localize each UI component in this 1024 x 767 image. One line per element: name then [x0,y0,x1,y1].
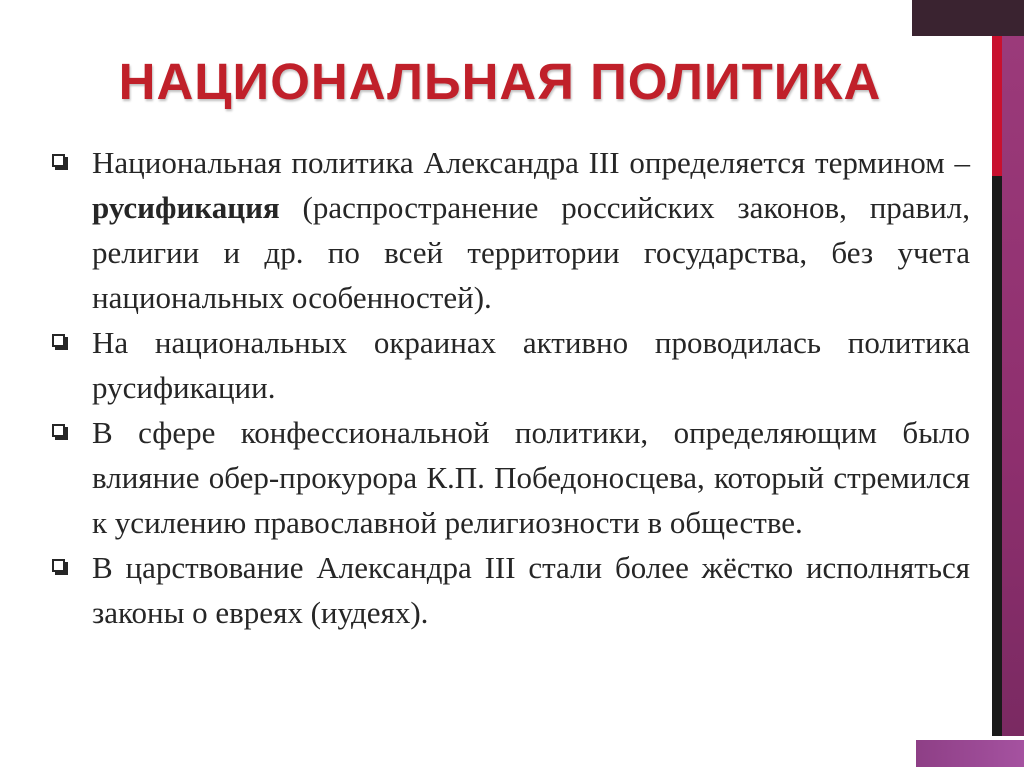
item-text-before: Национальная политика Александра III определяется термином – [92,145,970,180]
item-text: В царствование Александра III стали более жёстко исполняться законы о евреях (иудеях). [92,550,970,630]
list-item [48,545,970,635]
item-text-after: (распространение российских законов, правил, религии и др. по всей территории государства, без учета национальных особенностей). [92,190,970,315]
list-item [48,410,970,545]
item-term: русификация [92,190,280,225]
item-text: В сфере конфессиональной политики, определяющим было влияние обер-прокурора К.П. Победоносцева, который стремился к усилению православной религиозности в обществе. [92,415,970,540]
checkbox-square-icon [52,559,65,572]
checkbox-square-icon [52,154,65,167]
decorative-dark-bar [992,176,1002,736]
slide-title: НАЦИОНАЛЬНАЯ ПОЛИТИКА [118,53,882,110]
list-item [48,140,970,320]
decorative-right-strip [1000,36,1024,736]
bullet-list [48,140,970,635]
item-text: На национальных окраинах активно проводилась политика русификации. [92,325,970,405]
checkbox-square-icon [52,334,65,347]
list-item [48,320,970,410]
checkbox-square-icon [52,424,65,437]
decorative-corner-bottom [916,740,1024,767]
decorative-corner-top [912,0,1024,36]
